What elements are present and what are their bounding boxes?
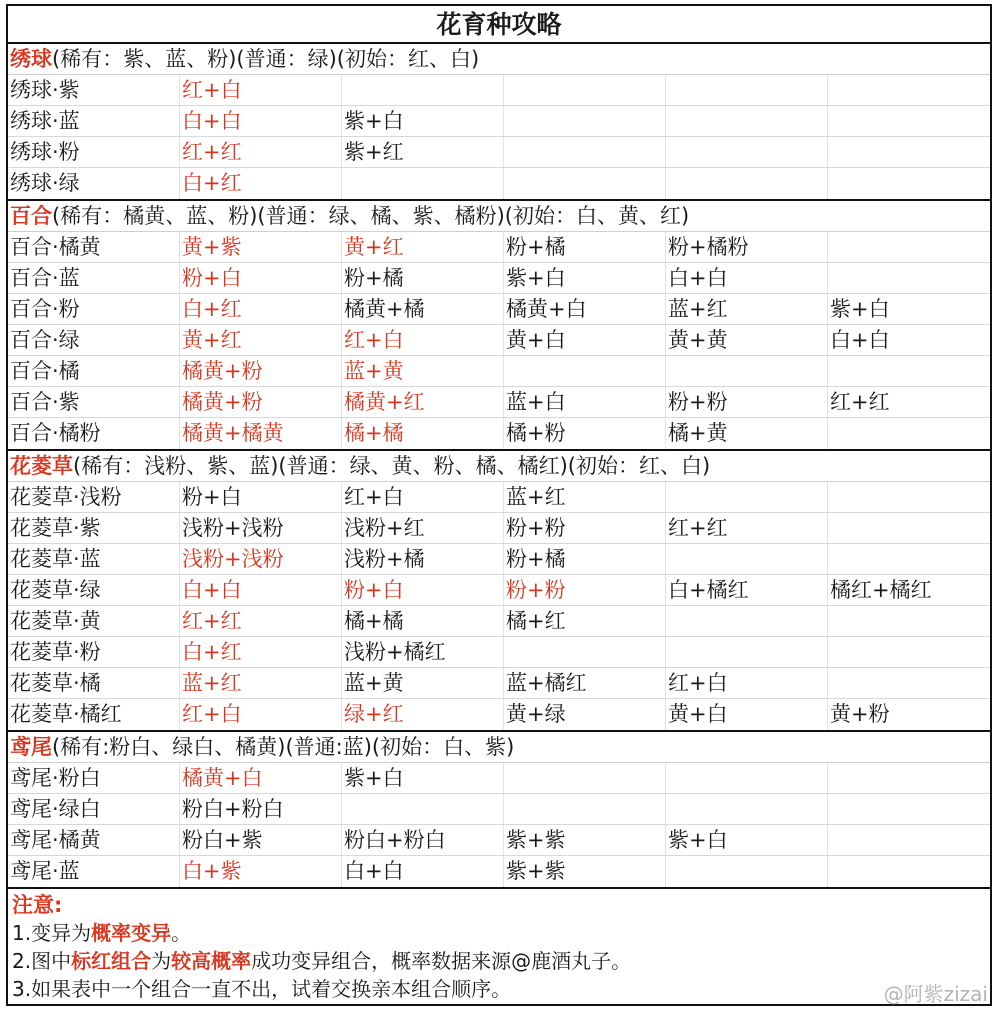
combo-cell: 蓝+白 <box>504 387 666 417</box>
combo-cell <box>828 137 990 167</box>
combo-cell <box>828 856 990 887</box>
table-row <box>8 106 990 137</box>
flower-section <box>8 201 990 451</box>
combo-cell <box>666 856 828 887</box>
combo-cell: 蓝+红 <box>504 482 666 512</box>
combo-cell: 浅粉+浅粉 <box>180 544 342 574</box>
combo-cell <box>666 606 828 636</box>
variety-label: 百合·橘黄 <box>8 232 180 262</box>
variety-label: 绣球·粉 <box>8 137 180 167</box>
combo-cell: 红+红 <box>830 390 890 414</box>
table-row <box>8 168 990 199</box>
variety-label: 鸢尾·橘黄 <box>8 825 180 855</box>
combo-cell: 橘黄+橘黄 <box>180 418 342 449</box>
variety-label: 鸢尾·绿白 <box>8 794 180 824</box>
combo-cell: 紫+白 <box>342 106 504 136</box>
sections-container <box>8 44 990 889</box>
combo-cell: 浅粉+红 <box>342 513 504 543</box>
combo-cell: 蓝+黄 <box>342 668 504 698</box>
combo-cell: 粉+橘 <box>342 263 504 293</box>
combo-cell: 橘+橘 <box>342 418 504 449</box>
combo-cell <box>828 106 990 136</box>
combo-cell <box>666 137 828 167</box>
flower-description: (稀有：橘黄、蓝、粉)(普通：绿、橘、紫、橘粉)(初始：白、黄、红) <box>52 204 690 228</box>
flower-name: 鸢尾 <box>10 735 52 759</box>
combo-cell <box>504 356 666 386</box>
combo-cell: 粉白+粉白 <box>342 825 504 855</box>
section-header <box>8 732 990 763</box>
combo-cell: 黄+紫 <box>180 232 342 262</box>
combo-cell <box>828 168 990 199</box>
combo-cell <box>666 763 828 793</box>
table-row <box>8 825 990 856</box>
combo-cell <box>504 794 666 824</box>
combo-cell: 红+白 <box>180 75 342 105</box>
table-row <box>8 637 990 668</box>
combo-cell <box>666 356 828 386</box>
combo-cell: 黄+白 <box>666 699 828 730</box>
variety-label: 鸢尾·蓝 <box>8 856 180 887</box>
variety-label: 花菱草·浅粉 <box>8 482 180 512</box>
table-row <box>8 699 990 730</box>
combo-cell: 粉+粉 <box>504 575 666 605</box>
combo-cell: 白+红 <box>180 294 342 324</box>
combo-cell: 白+白 <box>666 263 828 293</box>
combo-cell <box>828 418 990 449</box>
note-line-1 <box>12 919 986 947</box>
combo-cell: 粉+橘粉 <box>666 232 828 262</box>
combo-cell: 黄+红 <box>180 325 342 355</box>
combo-cell <box>828 794 990 824</box>
combo-cell: 粉白+紫 <box>180 825 342 855</box>
combo-cell: 橘黄+白 <box>180 763 342 793</box>
variety-label: 花菱草·黄 <box>8 606 180 636</box>
table-row <box>8 575 990 606</box>
flower-description: (稀有:粉白、绿白、橘黄)(普通:蓝)(初始：白、紫) <box>52 735 515 759</box>
combo-cell <box>504 168 666 199</box>
combo-cell: 红+白 <box>342 482 504 512</box>
variety-label: 花菱草·橘 <box>8 668 180 698</box>
combo-cell: 紫+白 <box>504 263 666 293</box>
combo-cell: 橘+橘 <box>342 606 504 636</box>
combo-cell: 粉+白 <box>180 263 342 293</box>
table-row <box>8 356 990 387</box>
combo-cell: 橘黄+粉 <box>180 356 342 386</box>
combo-cell: 黄+黄 <box>666 325 828 355</box>
combo-cell: 白+白 <box>180 575 342 605</box>
combo-cell: 粉+粉 <box>666 387 828 417</box>
combo-cell: 绿+红 <box>342 699 504 730</box>
combo-cell <box>504 763 666 793</box>
table-row <box>8 232 990 263</box>
note-emphasis: 标红组合 <box>71 949 152 973</box>
combo-cell: 橘黄+粉 <box>180 387 342 417</box>
combo-cell <box>828 263 990 293</box>
flower-name: 花菱草 <box>10 454 73 478</box>
combo-cell: 粉+橘 <box>504 544 666 574</box>
combo-cell <box>342 794 504 824</box>
combo-cell: 红+红 <box>180 137 342 167</box>
variety-label: 百合·绿 <box>8 325 180 355</box>
combo-cell: 粉+白 <box>180 482 342 512</box>
combo-cell: 白+红 <box>180 168 342 199</box>
combo-cell <box>666 637 828 667</box>
combo-cell: 粉+橘 <box>504 232 666 262</box>
combo-cell <box>666 794 828 824</box>
combo-cell <box>666 544 828 574</box>
flower-section <box>8 732 990 889</box>
combo-cell: 橘红+橘红 <box>830 578 932 602</box>
combo-cell: 紫+紫 <box>504 856 666 887</box>
variety-label: 百合·粉 <box>8 294 180 324</box>
variety-label: 花菱草·粉 <box>8 637 180 667</box>
combo-cell <box>342 168 504 199</box>
combo-cell <box>828 75 990 105</box>
combo-cell <box>342 75 504 105</box>
section-header <box>8 451 990 482</box>
variety-label: 绣球·紫 <box>8 75 180 105</box>
combo-cell: 粉白+粉白 <box>180 794 342 824</box>
combo-cell: 紫+红 <box>342 137 504 167</box>
notes-heading: 注意: <box>12 893 63 917</box>
combo-cell: 白+橘红 <box>666 575 828 605</box>
combo-cell: 红+白 <box>180 699 342 730</box>
combo-cell: 黄+粉 <box>830 702 890 726</box>
notes-panel <box>8 889 990 1005</box>
table-row <box>8 544 990 575</box>
note-text: 成功变异组合，概率数据来源@鹿酒丸子。 <box>251 949 632 973</box>
combo-cell: 紫+白 <box>830 297 890 321</box>
combo-cell <box>828 513 990 543</box>
combo-cell: 橘黄+白 <box>504 294 666 324</box>
flower-name: 百合 <box>10 204 52 228</box>
combo-cell: 蓝+红 <box>666 294 828 324</box>
combo-cell: 蓝+黄 <box>342 356 504 386</box>
combo-cell: 白+红 <box>180 637 342 667</box>
combo-cell: 黄+红 <box>342 232 504 262</box>
combo-cell: 浅粉+橘 <box>342 544 504 574</box>
guide-sheet <box>6 4 992 1006</box>
combo-cell <box>504 637 666 667</box>
combo-cell <box>828 763 990 793</box>
combo-cell <box>666 75 828 105</box>
combo-cell: 橘+黄 <box>666 418 828 449</box>
table-row <box>8 668 990 699</box>
combo-cell <box>828 825 990 855</box>
combo-cell <box>828 668 990 698</box>
note-text: 2.图中 <box>12 949 72 973</box>
table-row <box>8 325 990 356</box>
combo-cell <box>666 168 828 199</box>
table-row <box>8 763 990 794</box>
combo-cell: 蓝+橘红 <box>504 668 666 698</box>
flower-section <box>8 44 990 201</box>
note-emphasis: 较高概率 <box>171 949 252 973</box>
variety-label: 鸢尾·粉白 <box>8 763 180 793</box>
combo-cell: 橘+红 <box>504 606 666 636</box>
table-row <box>8 418 990 449</box>
flower-description: (稀有：浅粉、紫、蓝)(普通：绿、黄、粉、橘、橘红)(初始：红、白) <box>73 454 711 478</box>
note-text: 。 <box>171 921 192 945</box>
variety-label: 花菱草·橘红 <box>8 699 180 730</box>
flower-name: 绣球 <box>10 47 52 71</box>
table-row <box>8 294 990 325</box>
combo-cell: 红+红 <box>180 606 342 636</box>
combo-cell <box>504 106 666 136</box>
combo-cell <box>828 606 990 636</box>
note-line-2 <box>12 947 986 975</box>
variety-label: 花菱草·紫 <box>8 513 180 543</box>
flower-description: (稀有：紫、蓝、粉)(普通：绿)(初始：红、白) <box>52 47 480 71</box>
table-row <box>8 263 990 294</box>
combo-cell <box>828 482 990 512</box>
note-emphasis: 概率变异 <box>91 921 172 945</box>
combo-cell <box>666 106 828 136</box>
note-text: 为 <box>151 949 172 973</box>
section-header <box>8 201 990 232</box>
combo-cell: 紫+白 <box>342 763 504 793</box>
combo-cell: 蓝+红 <box>180 668 342 698</box>
variety-label: 百合·紫 <box>8 387 180 417</box>
combo-cell <box>504 75 666 105</box>
combo-cell: 粉+粉 <box>504 513 666 543</box>
note-text: 1.变异为 <box>12 921 92 945</box>
combo-cell: 粉+白 <box>342 575 504 605</box>
variety-label: 百合·橘 <box>8 356 180 386</box>
table-row <box>8 513 990 544</box>
combo-cell: 紫+白 <box>666 825 828 855</box>
combo-cell: 红+白 <box>666 668 828 698</box>
combo-cell: 白+紫 <box>180 856 342 887</box>
variety-label: 绣球·蓝 <box>8 106 180 136</box>
table-row <box>8 387 990 418</box>
combo-cell <box>504 137 666 167</box>
table-row <box>8 482 990 513</box>
combo-cell <box>828 232 990 262</box>
combo-cell: 紫+紫 <box>504 825 666 855</box>
combo-cell: 白+白 <box>342 856 504 887</box>
combo-cell: 橘黄+红 <box>342 387 504 417</box>
combo-cell: 白+白 <box>830 328 890 352</box>
combo-cell: 橘黄+橘 <box>342 294 504 324</box>
combo-cell <box>828 356 990 386</box>
combo-cell <box>666 482 828 512</box>
section-header <box>8 44 990 75</box>
variety-label: 百合·蓝 <box>8 263 180 293</box>
table-row <box>8 137 990 168</box>
flower-section <box>8 451 990 732</box>
combo-cell: 浅粉+橘红 <box>342 637 504 667</box>
combo-cell <box>828 637 990 667</box>
combo-cell: 黄+绿 <box>504 699 666 730</box>
page-title: 花育种攻略 <box>8 6 990 44</box>
variety-label: 花菱草·绿 <box>8 575 180 605</box>
combo-cell: 红+红 <box>666 513 828 543</box>
combo-cell: 浅粉+浅粉 <box>180 513 342 543</box>
combo-cell: 白+白 <box>180 106 342 136</box>
table-row <box>8 856 990 887</box>
table-row <box>8 794 990 825</box>
combo-cell <box>828 544 990 574</box>
watermark: @阿紫zizai <box>883 982 988 1006</box>
variety-label: 绣球·绿 <box>8 168 180 199</box>
combo-cell: 黄+白 <box>504 325 666 355</box>
variety-label: 花菱草·蓝 <box>8 544 180 574</box>
combo-cell: 橘+粉 <box>504 418 666 449</box>
variety-label: 百合·橘粉 <box>8 418 180 449</box>
note-line-3: 3.如果表中一个组合一直不出，试着交换亲本组合顺序。 <box>12 977 512 1001</box>
table-row <box>8 75 990 106</box>
combo-cell: 红+白 <box>342 325 504 355</box>
table-row <box>8 606 990 637</box>
